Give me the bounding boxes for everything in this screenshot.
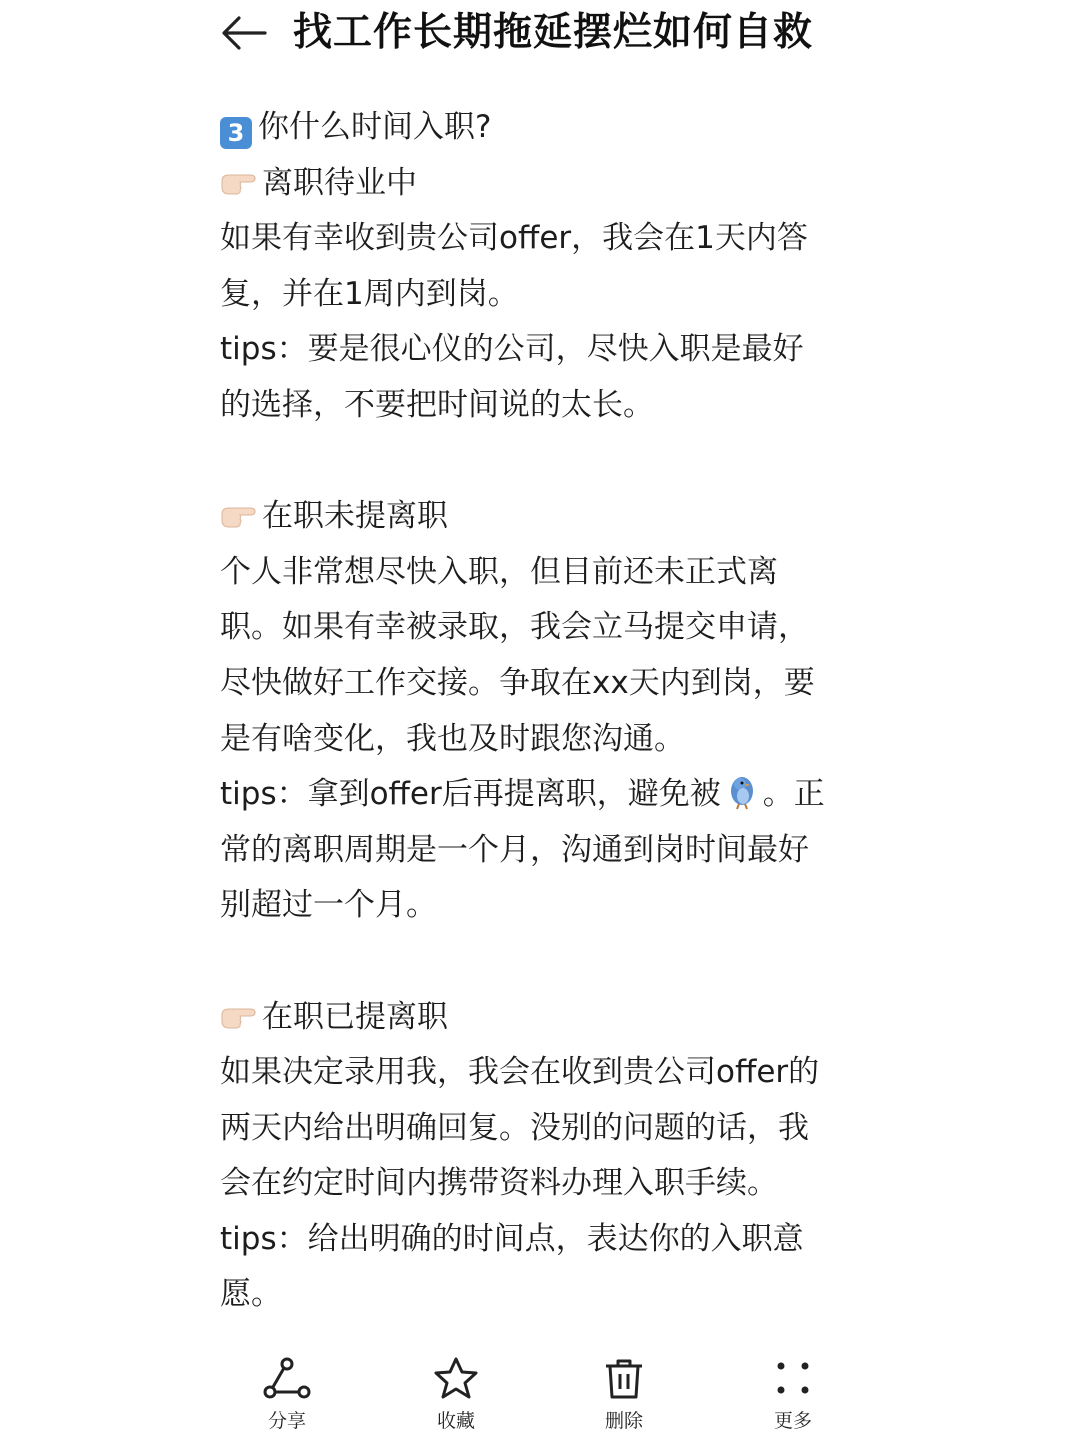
more-label: 更多 (773, 1410, 812, 1432)
header-bar (0, 0, 1080, 70)
bird-emoji-icon (725, 774, 759, 810)
paragraph-line: 尽快做好工作交接。争取在xx天内到岗，要 (220, 664, 815, 701)
tips-line: tips：要是很心仪的公司，尽快入职是最好 (220, 331, 804, 368)
more-button[interactable] (733, 1356, 853, 1433)
back-button[interactable] (218, 10, 270, 56)
keycap-number-icon: 3 (220, 117, 252, 149)
share-button[interactable] (227, 1356, 347, 1433)
back-arrow-icon (221, 15, 267, 51)
paragraph-line: 职。如果有幸被录取，我会立马提交申请， (220, 609, 809, 646)
section-heading: 在职已提离职 (220, 990, 860, 1046)
delete-label: 删除 (604, 1410, 643, 1432)
tips-line: 常的离职周期是一个月，沟通到岗时间最好 (220, 831, 809, 868)
tips-line: tips：给出明确的时间点，表达你的入职意 (220, 1220, 804, 1257)
paragraph-line: 个人非常想尽快入职，但目前还未正式离 (220, 553, 778, 590)
section-heading: 在职未提离职 (220, 489, 860, 545)
note-content (220, 100, 860, 1323)
page-title: 找工作长期拖延摆烂如何自救 (293, 10, 814, 55)
paragraph-line: 复，并在1周内到岗。 (220, 275, 519, 312)
star-icon (431, 1356, 481, 1402)
tips-line: 别超过一个月。 (220, 887, 437, 924)
question-text: 你什么时间入职? (258, 109, 492, 145)
paragraph-line: 两天内给出明确回复。没别的问题的话，我 (220, 1109, 809, 1146)
favorite-button[interactable] (396, 1356, 516, 1433)
trash-icon (599, 1356, 649, 1402)
section-heading: 离职待业中 (220, 156, 860, 212)
paragraph-line: 会在约定时间内携带资料办理入职手续。 (220, 1165, 778, 1202)
tips-line: tips：拿到offer后再提离职，避免被 。正 (220, 776, 825, 813)
question-line (220, 100, 860, 156)
share-label: 分享 (267, 1410, 306, 1432)
more-dots-icon (768, 1356, 818, 1402)
tips-line: 愿。 (220, 1276, 282, 1313)
paragraph-line: 如果决定录用我，我会在收到贵公司offer的 (220, 1054, 820, 1091)
bottom-action-bar (0, 1350, 1080, 1440)
pointing-hand-icon (220, 169, 258, 197)
favorite-label: 收藏 (436, 1410, 475, 1432)
pointing-hand-icon (220, 502, 258, 530)
share-icon (262, 1356, 312, 1402)
pointing-hand-icon (220, 1003, 258, 1031)
tips-line: 的选择，不要把时间说的太长。 (220, 386, 654, 423)
paragraph-line: 是有啥变化，我也及时跟您沟通。 (220, 720, 685, 757)
paragraph-line: 如果有幸收到贵公司offer，我会在1天内答 (220, 220, 808, 257)
delete-button[interactable] (564, 1356, 684, 1433)
